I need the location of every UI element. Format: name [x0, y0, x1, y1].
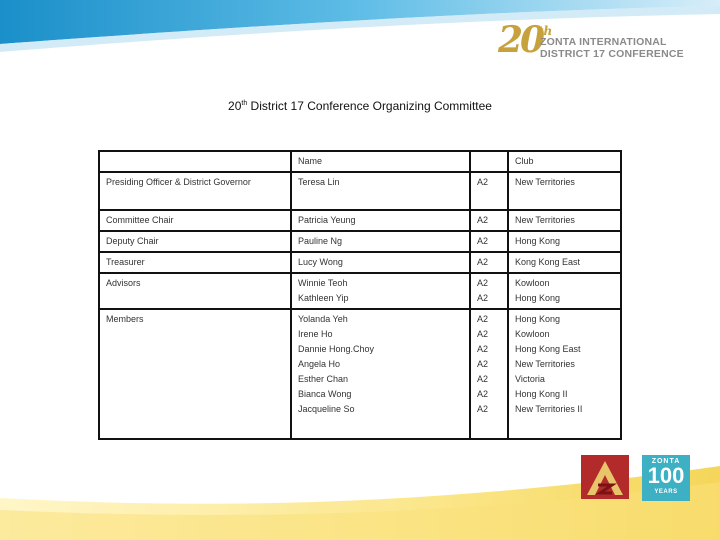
names-cell: Pauline Ng	[291, 231, 470, 252]
table-row	[99, 273, 621, 309]
club-cell: New Territories	[508, 172, 621, 210]
table-row	[99, 252, 621, 273]
badge-top: ZONTA	[651, 458, 681, 465]
committee-table	[98, 150, 622, 440]
code-cell: A2	[470, 172, 508, 210]
page-title: 20th District 17 Conference Organizing Committee	[228, 99, 492, 113]
conference-logo	[498, 19, 698, 62]
table-row	[99, 309, 621, 439]
badge-bottom: YEARS	[654, 489, 678, 495]
club-cell: New Territories	[508, 210, 621, 231]
role-cell: Advisors	[99, 273, 291, 309]
role-cell: Deputy Chair	[99, 231, 291, 252]
zonta-100-years-badge	[642, 455, 690, 501]
names-cell: Lucy Wong	[291, 252, 470, 273]
names-cell: Winnie Teoh Kathleen Yip	[291, 273, 470, 309]
role-cell: Committee Chair	[99, 210, 291, 231]
code-cell: A2 A2 A2 A2 A2 A2 A2	[470, 309, 508, 439]
header-name: Name	[291, 151, 470, 172]
code-cell: A2	[470, 252, 508, 273]
club-cell: Hong Kong Kowloon Hong Kong East New Territories Victoria Hong Kong II New Territories II	[508, 309, 621, 439]
club-cell: Hong Kong	[508, 231, 621, 252]
role-cell: Treasurer	[99, 252, 291, 273]
table-row	[99, 210, 621, 231]
header-club: Club	[508, 151, 621, 172]
names-cell: Teresa Lin	[291, 172, 470, 210]
code-cell: A2	[470, 210, 508, 231]
role-cell: Presiding Officer & District Governor	[99, 172, 291, 210]
logo-line2: DISTRICT 17 CONFERENCE	[540, 48, 684, 60]
logo-number: 20	[498, 19, 543, 61]
table-row	[99, 231, 621, 252]
zonta-emblem-logo	[581, 455, 629, 499]
code-cell: A2	[470, 231, 508, 252]
names-cell: Yolanda Yeh Irene Ho Dannie Hong.Choy Angela Ho Esther Chan Bianca Wong Jacqueline So	[291, 309, 470, 439]
role-cell: Members	[99, 309, 291, 439]
club-cell: Kong Kong East	[508, 252, 621, 273]
logo-line1: ZONTA INTERNATIONAL	[540, 36, 667, 48]
club-cell: Kowloon Hong Kong	[508, 273, 621, 309]
code-cell: A2 A2	[470, 273, 508, 309]
logo-suffix: th	[538, 24, 553, 38]
table-header-row	[99, 151, 621, 172]
table-row	[99, 172, 621, 210]
names-cell: Patricia Yeung	[291, 210, 470, 231]
badge-number: 100	[647, 463, 685, 488]
